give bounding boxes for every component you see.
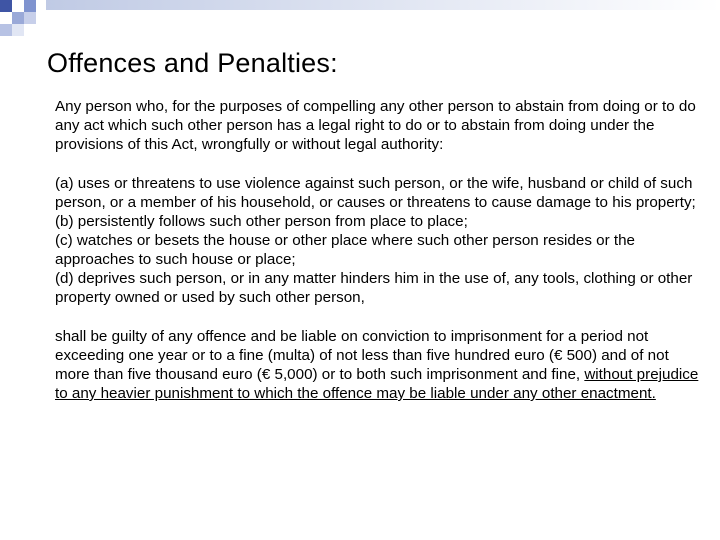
conclusion-main: shall be guilty of any offence and be liable on conviction to imprisonment for a period not exceeding one year or to a fine (multa) of not less than five hundred euro (€ 500) and of not more than five thousand euro (€ 5,000) or to both such imprisonment and fine,	[55, 328, 669, 383]
intro-lead: Any person	[55, 98, 132, 115]
intro-paragraph	[55, 97, 701, 154]
list-item-a: (a) uses or threatens to use violence against such person, or the wife, husband or child of such person, or a member of his household, or causes or threatens to cause damage to his property;	[55, 175, 696, 211]
list-item-d: (d) deprives such person, or in any matter hinders him in the use of, any tools, clothing or other property owned or used by such other person,	[55, 270, 693, 306]
list-item-b: (b) persistently follows such other person from place to place;	[55, 213, 468, 230]
intro-rest: who, for the purposes of compelling any other person to abstain from doing or to do any act which such other person has a legal right to do or to abstain from doing under the provisions of this Act, wrongfully or without legal authority:	[55, 98, 696, 153]
slide-title: Offences and Penalties:	[47, 48, 338, 78]
conclusion-paragraph	[55, 327, 701, 403]
list-item-c: (c) watches or besets the house or other place where such other person resides or the approaches to such house or place;	[55, 232, 635, 268]
slide-body	[55, 97, 701, 403]
corner-decoration	[0, 0, 720, 40]
conclusion-underlined: without prejudice to any heavier punishment to which the offence may be liable under any other enactment.	[55, 366, 699, 402]
